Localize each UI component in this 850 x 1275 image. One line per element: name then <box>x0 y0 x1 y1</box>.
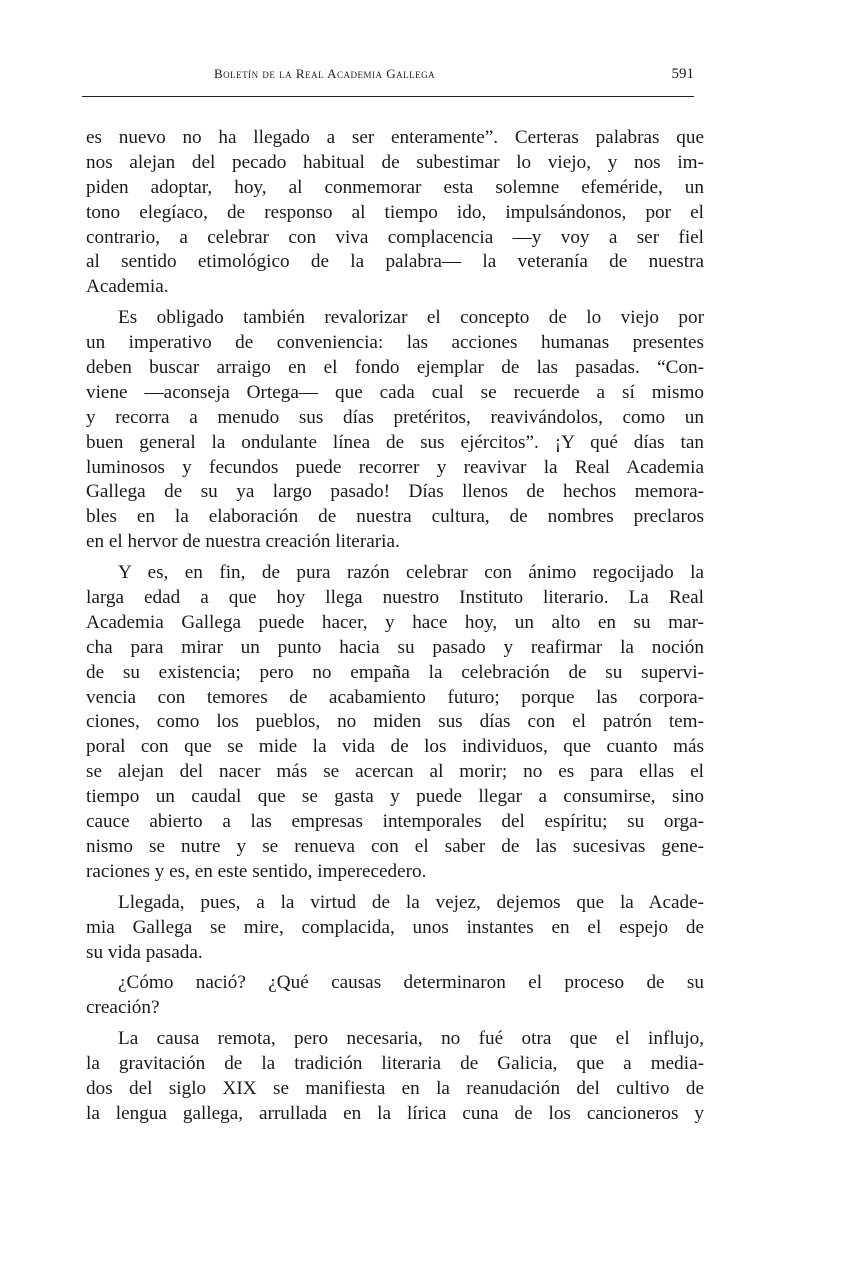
paragraph <box>86 1027 704 1127</box>
journal-title: Boletín de la Real Academia Gallega <box>214 66 436 81</box>
text-line: al sentido etimológico de la palabra— la veteranía de nuestra <box>86 251 704 273</box>
text-line: Llegada, pues, a la virtud de la vejez, dejemos que la Acade- <box>118 891 704 913</box>
text-line: cauce abierto a las empresas intemporales del espíritu; su orga- <box>86 811 704 833</box>
text-line: se alejan del nacer más se acercan al morir; no es para ellas el <box>86 761 704 783</box>
text-line: es nuevo no ha llegado a ser enteramente”. Certeras palabras que <box>86 127 704 148</box>
text-line: viene —aconseja Ortega— que cada cual se recuerde a sí mismo <box>86 381 704 403</box>
text-line: buen general la ondulante línea de sus ejércitos”. ¡Y qué días tan <box>86 431 704 453</box>
text-line: nos alejan del pecado habitual de subestimar lo viejo, y nos im- <box>86 151 704 173</box>
text-line: raciones y es, en este sentido, imperecedero. <box>86 860 427 882</box>
text-line: la gravitación de la tradición literaria de Galicia, que a media- <box>86 1053 704 1075</box>
text-line: ciones, como los pueblos, no miden sus días con el patrón tem- <box>86 711 704 733</box>
text-line: Gallega de su ya largo pasado! Días llenos de hechos memora- <box>86 481 704 503</box>
paragraph <box>86 561 704 885</box>
header-rule <box>82 96 694 97</box>
text-line: mia Gallega se mire, complacida, unos instantes en el espejo de <box>86 916 704 938</box>
text-line: dos del siglo XIX se manifiesta en la reanudación del cultivo de <box>86 1077 704 1099</box>
text-line: Y es, en fin, de pura razón celebrar con ánimo regocijado la <box>118 562 704 584</box>
text-line: y recorra a menudo sus días pretéritos, reavivándolos, como un <box>86 406 704 428</box>
text-line: en el hervor de nuestra creación literaria. <box>86 531 400 553</box>
text-line: La causa remota, pero necesaria, no fué otra que el influjo, <box>118 1028 704 1050</box>
text-line: luminosos y fecundos puede recorrer y reavivar la Real Academia <box>86 456 704 478</box>
text-line: bles en la elaboración de nuestra cultura, de nombres preclaros <box>86 506 704 528</box>
text-line: de su existencia; pero no empaña la celebración de su supervi- <box>86 661 704 683</box>
article-body <box>86 126 704 1127</box>
text-line: tono elegíaco, de responso al tiempo ido, impulsándonos, por el <box>86 201 704 223</box>
text-line: ¿Cómo nació? ¿Qué causas determinaron el proceso de su <box>118 972 704 994</box>
text-line: cha para mirar un punto hacia su pasado y reafirmar la noción <box>86 636 704 658</box>
text-line: poral con que se mide la vida de los individuos, que cuanto más <box>86 736 704 758</box>
text-line: piden adoptar, hoy, al conmemorar esta solemne efeméride, un <box>86 176 704 198</box>
text-line: contrario, a celebrar con viva complacencia —y voy a ser fiel <box>86 226 704 248</box>
text-line: vencia con temores de acabamiento futuro; porque las corpora- <box>86 686 704 708</box>
page-number: 591 <box>671 66 694 82</box>
text-line: deben buscar arraigo en el fondo ejemplar de las pasadas. “Con- <box>86 357 704 379</box>
text-line: un imperativo de conveniencia: las acciones humanas presentes <box>86 332 704 354</box>
text-line: creación? <box>86 997 160 1019</box>
paragraph <box>86 126 704 300</box>
text-line: Academia Gallega puede hacer, y hace hoy, un alto en su mar- <box>86 611 704 633</box>
text-line: Es obligado también revalorizar el concepto de lo viejo por <box>118 307 704 329</box>
paragraph <box>86 971 704 1021</box>
text-line: nismo se nutre y se renueva con el saber de las sucesivas gene- <box>86 835 704 857</box>
paragraph <box>86 306 704 555</box>
text-line: larga edad a que hoy llega nuestro Instituto literario. La Real <box>86 587 704 609</box>
text-line: Academia. <box>86 276 169 298</box>
paragraph <box>86 891 704 966</box>
text-line: la lengua gallega, arrullada en la lírica cuna de los cancioneros y <box>86 1102 704 1124</box>
text-line: tiempo un caudal que se gasta y puede llegar a consumirse, sino <box>86 786 704 808</box>
running-header <box>82 66 694 88</box>
text-line: su vida pasada. <box>86 941 203 963</box>
